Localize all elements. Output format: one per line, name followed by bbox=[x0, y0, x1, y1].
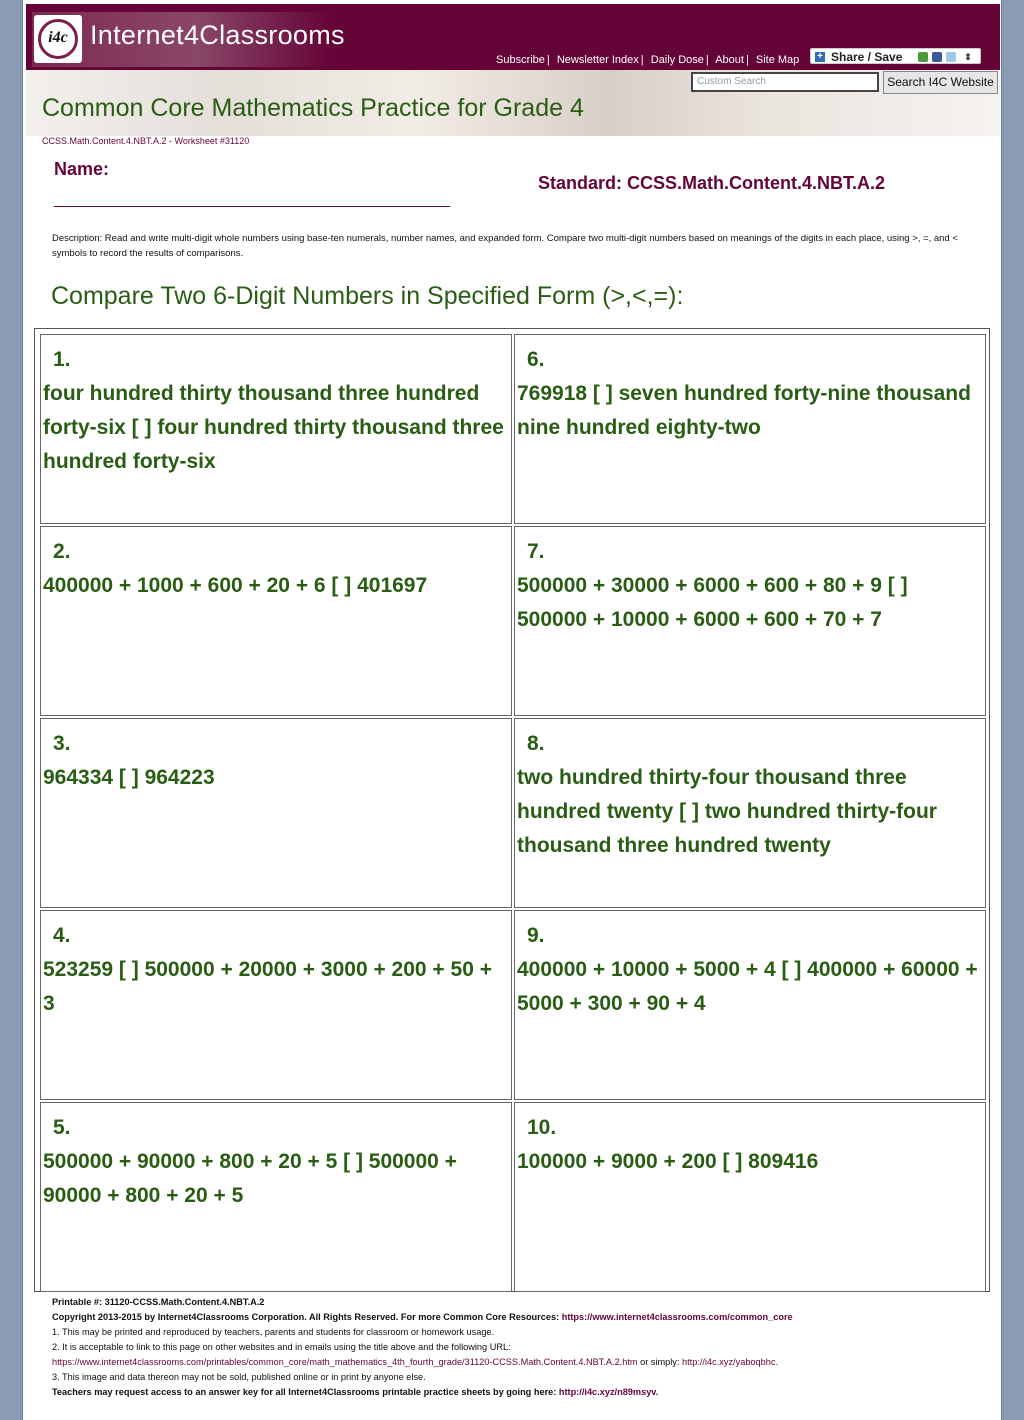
question-text: 500000 + 30000 + 6000 + 600 + 80 + 9 [ ] 500000 + 10000 + 6000 + 600 + 70 + 7 bbox=[517, 574, 908, 631]
question-cell bbox=[40, 910, 512, 1100]
question-text: 100000 + 9000 + 200 [ ] 809416 bbox=[517, 1150, 819, 1173]
worksheet-url-link[interactable]: https://www.internet4classrooms.com/printables/common_core/math_mathematics_4th_fourth_grade/31120-CCSS.Math.Content.4.NBT.A.2.htm bbox=[52, 1357, 638, 1367]
common-core-link[interactable]: https://www.internet4classrooms.com/common_core bbox=[561, 1312, 793, 1322]
twitter-icon bbox=[946, 52, 956, 62]
question-cell bbox=[40, 1102, 512, 1292]
answer-key-link[interactable]: http://i4c.xyz/n89msyv. bbox=[558, 1387, 659, 1397]
nav-about[interactable]: About bbox=[715, 54, 744, 66]
page bbox=[22, 0, 1002, 1420]
question-text: 500000 + 90000 + 800 + 20 + 5 [ ] 500000 + 90000 + 800 + 20 + 5 bbox=[43, 1150, 457, 1207]
question-number: 4. bbox=[53, 924, 71, 947]
question-number: 8. bbox=[527, 732, 545, 755]
question-cell bbox=[514, 334, 986, 524]
question-number: 7. bbox=[527, 540, 545, 563]
questions-grid bbox=[34, 328, 990, 1292]
question-text: 964334 [ ] 964223 bbox=[43, 766, 215, 789]
question-cell bbox=[514, 910, 986, 1100]
site-header bbox=[26, 4, 1000, 70]
section-title: Compare Two 6-Digit Numbers in Specified Form (>,<,=): bbox=[51, 282, 684, 310]
question-number: 10. bbox=[527, 1116, 557, 1139]
header-banner bbox=[26, 70, 1000, 136]
share-more-icon: ⇕ bbox=[964, 52, 972, 62]
copyright-text: Copyright 2013-2015 by Internet4Classrooms Corporation. All Rights Reserved. For more Common Core Resources: bbox=[52, 1312, 560, 1322]
standard-label: Standard: CCSS.Math.Content.4.NBT.A.2 bbox=[538, 173, 886, 193]
name-line bbox=[54, 206, 450, 207]
site-logo[interactable] bbox=[32, 12, 345, 67]
question-cell bbox=[40, 718, 512, 908]
printable-id: Printable #: 31120-CCSS.Math.Content.4.NBT.A.2 bbox=[52, 1297, 265, 1307]
page-title: Common Core Mathematics Practice for Grade 4 bbox=[42, 94, 584, 122]
search-button[interactable]: Search I4C Website bbox=[883, 71, 998, 94]
footer-or-text: or simply: bbox=[640, 1357, 680, 1367]
question-number: 1. bbox=[53, 348, 71, 371]
share-plus-icon: + bbox=[815, 52, 825, 62]
top-nav: Subscribe | Newsletter Index | Daily Dose | About | Site Map bbox=[496, 54, 800, 66]
question-text: 400000 + 10000 + 5000 + 4 [ ] 400000 + 60000 + 5000 + 300 + 90 + 4 bbox=[517, 958, 978, 1015]
nav-site-map[interactable]: Site Map bbox=[755, 54, 800, 66]
question-number: 3. bbox=[53, 732, 71, 755]
question-cell bbox=[514, 718, 986, 908]
question-text: 769918 [ ] seven hundred forty-nine thousand nine hundred eighty-two bbox=[517, 382, 971, 439]
question-cell bbox=[40, 526, 512, 716]
question-text: 400000 + 1000 + 600 + 20 + 6 [ ] 401697 bbox=[43, 574, 428, 597]
question-cell bbox=[40, 334, 512, 524]
nav-newsletter-index[interactable]: Newsletter Index bbox=[556, 54, 639, 66]
share-save-button[interactable] bbox=[810, 48, 981, 64]
question-number: 6. bbox=[527, 348, 545, 371]
facebook-icon bbox=[932, 52, 942, 62]
share-label: Share / Save bbox=[831, 50, 903, 64]
description: Description: Read and write multi-digit whole numbers using base-ten numerals, number names, and expanded form. Compare two multi-digit numbers based on meanings of the digits in each place, using >, =, and < symbols to record the results of comparisons. bbox=[52, 233, 958, 259]
footer-note-3: 3. This image and data thereon may not be sold, published online or in print by anyone else. bbox=[52, 1372, 426, 1382]
question-number: 5. bbox=[53, 1116, 71, 1139]
logo-text: Internet4Classrooms bbox=[90, 20, 345, 50]
question-number: 2. bbox=[53, 540, 71, 563]
question-text: 523259 [ ] 500000 + 20000 + 3000 + 200 + 50 + 3 bbox=[43, 958, 492, 1015]
name-label: Name: bbox=[54, 159, 110, 179]
logo-badge-icon bbox=[34, 15, 82, 63]
logo-badge-text: i4c bbox=[48, 29, 68, 46]
share-email-icon bbox=[918, 52, 928, 62]
question-cell bbox=[514, 526, 986, 716]
answer-key-text: Teachers may request access to an answer key for all Internet4Classrooms printable practice sheets by going here: bbox=[52, 1387, 557, 1397]
nav-daily-dose[interactable]: Daily Dose bbox=[650, 54, 704, 66]
question-number: 9. bbox=[527, 924, 545, 947]
question-cell bbox=[514, 1102, 986, 1292]
footer-note-1: 1. This may be printed and reproduced by teachers, parents and students for classroom or homework usage. bbox=[52, 1327, 495, 1337]
question-text: two hundred thirty-four thousand three hundred twenty [ ] two hundred thirty-four thousand three hundred twenty bbox=[517, 766, 937, 857]
footer-note-2: 2. It is acceptable to link to this page on other websites and in emails using the title above and the following URL: bbox=[52, 1342, 511, 1352]
footer bbox=[52, 1295, 997, 1400]
question-text: four hundred thirty thousand three hundred forty-six [ ] four hundred thirty thousand three hundred forty-six bbox=[43, 382, 504, 473]
worksheet-id: CCSS.Math.Content.4.NBT.A.2 - Worksheet #31120 bbox=[42, 136, 250, 146]
nav-subscribe[interactable]: Subscribe bbox=[496, 54, 545, 66]
short-url-link[interactable]: http://i4c.xyz/yaboqbhc. bbox=[682, 1357, 779, 1367]
search-input[interactable]: Custom Search bbox=[691, 72, 879, 92]
